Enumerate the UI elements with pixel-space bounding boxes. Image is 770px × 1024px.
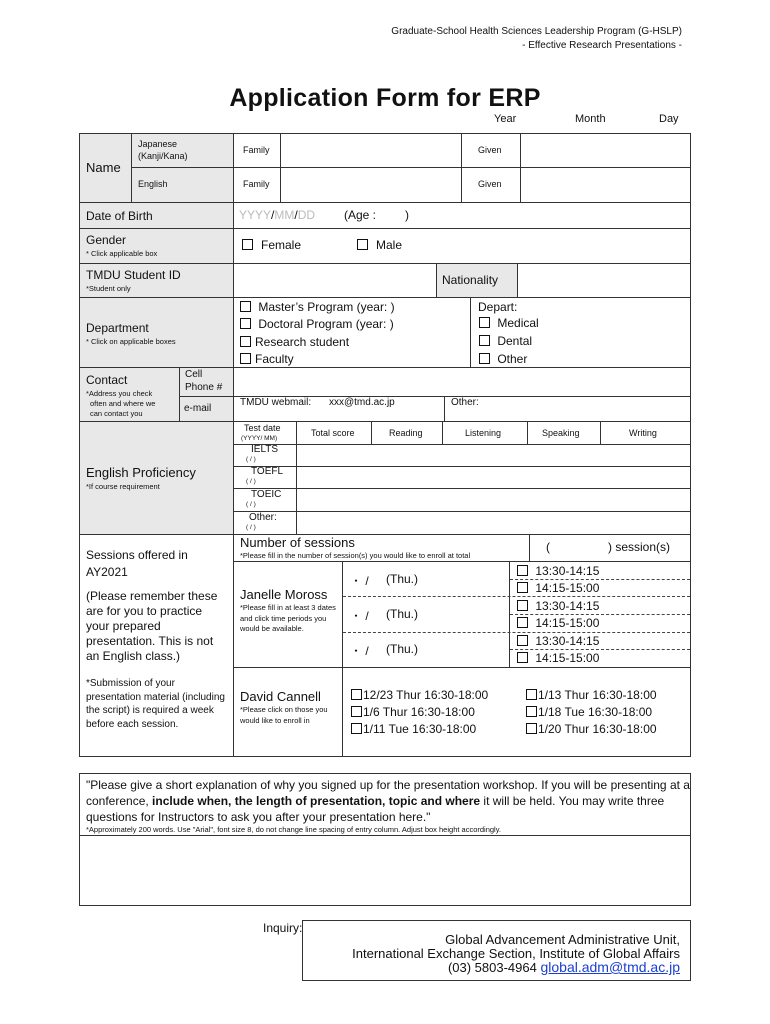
slot-time-separator-2 [510,614,690,615]
other-dept-option[interactable] [479,352,527,366]
dental-checkbox[interactable] [479,335,490,346]
david-slot-6-checkbox[interactable] [526,723,537,734]
instructor2-note: *Please click on those you would like to enroll in [240,705,328,725]
given-jp-input[interactable] [520,133,691,168]
male-option[interactable] [357,238,402,252]
david-slot-3-checkbox[interactable] [351,723,362,734]
ielts-scores-row[interactable] [296,444,691,467]
other-test-scores-row[interactable] [296,511,691,535]
slot1-day: (Thu.) [386,572,419,586]
other-test-label: Other: [249,512,277,523]
toeic-date[interactable]: ( / ) [246,501,256,508]
david-slot-4[interactable] [526,688,657,702]
slot1-time-a-label: 13:30-14:15 [535,564,600,578]
instructor1-name: Janelle Moross [240,587,328,602]
slot2-time-b-label: 14:15-15:00 [535,616,600,630]
given-en-label: Given [478,179,502,189]
ielts-label: IELTS [251,444,279,455]
toeic-scores-row[interactable] [296,488,691,512]
female-label: Female [261,238,302,252]
slot3-time-a-checkbox[interactable] [517,635,528,646]
slot-time-separator-3 [510,649,690,650]
given-jp-label: Given [478,145,502,155]
explanation-text-bold: include when, the length of presentation, topic and where [152,794,481,808]
dob-slash: / [271,208,275,222]
other-email-input[interactable] [444,396,691,422]
cell-label: Cell [185,369,203,380]
cell-phone-input[interactable] [233,367,691,397]
inquiry-unit: Global Advancement Administrative Unit, [445,932,680,947]
research-label: Research student [255,335,350,349]
family-jp-input[interactable] [280,133,462,168]
age-label: (Age : [344,208,377,222]
dob-yyyy: YYYY [239,208,272,222]
david-slot-5-checkbox[interactable] [526,706,537,717]
david-slot-1-label: 12/23 Thur 16:30-18:00 [363,688,489,702]
webmail-value: xxx@tmd.ac.jp [329,397,395,408]
explanation-text-a: "Please give a short explanation of why you signed up for the presentation workshop. If you will be presenting at a conference, [86,778,690,808]
slot2-time-a-label: 13:30-14:15 [535,599,600,613]
dental-label: Dental [497,334,533,348]
medical-label: Medical [497,316,539,330]
david-slot-5-label: 1/18 Tue 16:30-18:00 [538,705,653,719]
contact-note-2: often and where we [90,399,156,408]
dental-option[interactable] [479,334,532,348]
other-dept-label: Other [497,352,528,366]
webmail-label: TMDU webmail: [240,397,312,408]
david-slot-2[interactable] [351,705,475,719]
masters-checkbox[interactable] [240,301,251,312]
contact-label: Contact [86,373,128,387]
slot3-date[interactable]: ・ / [350,644,369,658]
male-checkbox[interactable] [357,239,368,250]
dob-label: Date of Birth [86,209,153,223]
slot3-time-a[interactable] [517,634,599,648]
slot3-time-b[interactable] [517,651,599,665]
col-writing-label: Writing [629,428,657,438]
slot-time-separator-1 [510,579,690,580]
david-slot-1-checkbox[interactable] [351,689,362,700]
sessions-submission-note: *Submission of your presentation material (including the script) is required a week before each session. [86,678,225,730]
contact-note-1: *Address you check [86,389,153,398]
nationality-label: Nationality [442,273,499,287]
masters-option[interactable] [240,300,395,314]
col-speaking-label: Speaking [542,428,580,438]
slot3-time-b-label: 14:15-15:00 [535,651,600,665]
page-title: Application Form for ERP [229,84,541,112]
number-open: ( [546,540,550,554]
slot2-time-b[interactable] [517,616,599,630]
david-slot-3-label: 1/11 Tue 16:30-18:00 [363,722,477,736]
sessions-label: Sessions offered in [86,548,188,562]
col-reading-label: Reading [389,428,423,438]
slot1-time-b-checkbox[interactable] [517,582,528,593]
david-slot-2-label: 1/6 Thur 16:30-18:00 [363,705,475,719]
slot1-time-a-checkbox[interactable] [517,565,528,576]
given-en-input[interactable] [520,167,691,203]
japanese-label: Japanese [138,139,178,149]
slot1-date[interactable]: ・ / [350,574,369,588]
contact-note-3: can contact you [90,409,143,418]
nationality-input[interactable] [517,263,691,298]
department-label: Department [86,321,149,335]
inquiry-phone: (03) 5803-4964 [447,960,537,975]
family-en-input[interactable] [280,167,462,203]
inquiry-section: International Exchange Section, Institute of Global Affairs [352,946,680,961]
name-label: Name [86,160,121,175]
depart-label: Depart: [478,300,518,314]
sessions-year: AY2021 [86,565,128,579]
department-note: * Click on applicable boxes [86,337,176,346]
slot1-time-b-label: 14:15-15:00 [535,581,600,595]
email-label: e-mail [184,403,212,414]
slot3-time-b-checkbox[interactable] [517,652,528,663]
gender-note: * Click applicable box [86,249,158,258]
dob-mm: MM [274,208,295,222]
faculty-label: Faculty [255,352,294,366]
explanation-text-b: it will be held. You may write three questions for Instructors to ask you after your presentation here." [86,794,665,824]
david-slot-2-checkbox[interactable] [351,706,362,717]
toefl-scores-row[interactable] [296,466,691,489]
program-subtitle: - Effective Research Presentations - [522,40,682,51]
family-en-label: Family [243,179,270,189]
other-dept-checkbox[interactable] [479,353,490,364]
slot3-day: (Thu.) [386,642,419,656]
research-checkbox[interactable] [240,336,251,347]
number-sessions-note: *Please fill in the number of session(s) you would like to enroll at total [240,551,471,560]
slot2-time-a[interactable] [517,599,599,613]
student-id-note: *Student only [86,284,131,293]
toefl-label: TOEFL [251,466,284,477]
inquiry-label: Inquiry: [263,921,303,935]
explanation-note: *Approximately 200 words. Use "Arial", font size 8, do not change line spacing of entry column. Adjust box height accordingly. [86,825,501,834]
dob-value [239,208,315,222]
slot1-time-a[interactable] [517,564,599,578]
doctoral-checkbox[interactable] [240,318,251,329]
medical-option[interactable] [479,316,539,330]
phone-label: Phone # [185,382,223,393]
slot1-time-b[interactable] [517,581,599,595]
doctoral-option[interactable] [240,317,394,331]
gender-cell [233,228,691,264]
family-jp-label: Family [243,145,270,155]
month-label: Month [575,113,606,125]
other-test-date[interactable]: ( / ) [246,524,256,531]
inquiry-contact [448,959,680,975]
slot2-time-b-checkbox[interactable] [517,617,528,628]
ielts-date[interactable]: ( / ) [246,456,256,463]
masters-label: Master’s Program (year: ) [258,300,395,314]
faculty-option[interactable] [240,352,294,366]
student-id-label: TMDU Student ID [86,268,181,282]
dob-dd: DD [297,208,316,222]
slot2-date[interactable]: ・ / [350,609,369,623]
number-sessions-label: Number of sessions [240,535,355,550]
english-name-label: English [138,179,168,189]
david-slot-6[interactable] [526,722,657,736]
english-proficiency-label: English Proficiency [86,465,196,480]
david-slot-5[interactable] [526,705,652,719]
instructor1-note: *Please fill in at least 3 dates and click time periods you would be available. [240,603,336,633]
toeic-label: TOEIC [251,489,282,500]
gender-label: Gender [86,233,127,247]
medical-checkbox[interactable] [479,317,490,328]
david-slot-6-label: 1/20 Thur 16:30-18:00 [538,722,657,736]
slot3-time-a-label: 13:30-14:15 [535,634,600,648]
number-close: ) session(s) [608,540,671,554]
test-date-label: Test date [244,423,281,433]
explanation-prompt [86,777,690,825]
program-name: Graduate-School Health Sciences Leadership Program (G-HSLP) [391,26,682,37]
dob-slash: / [294,208,298,222]
inquiry-email-link[interactable]: global.adm@tmd.ac.jp [540,959,680,975]
female-checkbox[interactable] [242,239,253,250]
kanji-kana-label: (Kanji/Kana) [138,151,188,161]
age-close: ) [405,208,409,222]
slot-separator-1 [343,596,690,597]
other-email-label: Other: [451,397,479,408]
david-slot-3[interactable] [351,722,476,736]
toefl-date[interactable]: ( / ) [246,478,256,485]
sessions-reminder: (Please remember these are for you to practice your prepared presentation. This is not an English class.) [86,589,218,663]
slot2-day: (Thu.) [386,607,419,621]
male-label: Male [376,238,403,252]
faculty-checkbox[interactable] [240,353,251,364]
research-option[interactable] [240,335,349,349]
english-proficiency-note: *If course requirement [86,482,160,491]
slot-separator-2 [343,632,690,633]
explanation-input[interactable] [80,836,690,905]
col-listening-label: Listening [465,428,502,438]
slot2-time-a-checkbox[interactable] [517,600,528,611]
david-slot-4-label: 1/13 Thur 16:30-18:00 [538,688,657,702]
test-date-format: (YYYY/ MM) [241,435,278,442]
david-slot-4-checkbox[interactable] [526,689,537,700]
david-slot-1[interactable] [351,688,488,702]
doctoral-label: Doctoral Program (year: ) [258,317,394,331]
student-id-input[interactable] [233,263,437,298]
female-option[interactable] [242,238,301,252]
day-label: Day [659,113,679,125]
year-label: Year [494,113,517,125]
instructor2-name: David Cannell [240,689,321,704]
col-total-label: Total score [311,428,355,438]
